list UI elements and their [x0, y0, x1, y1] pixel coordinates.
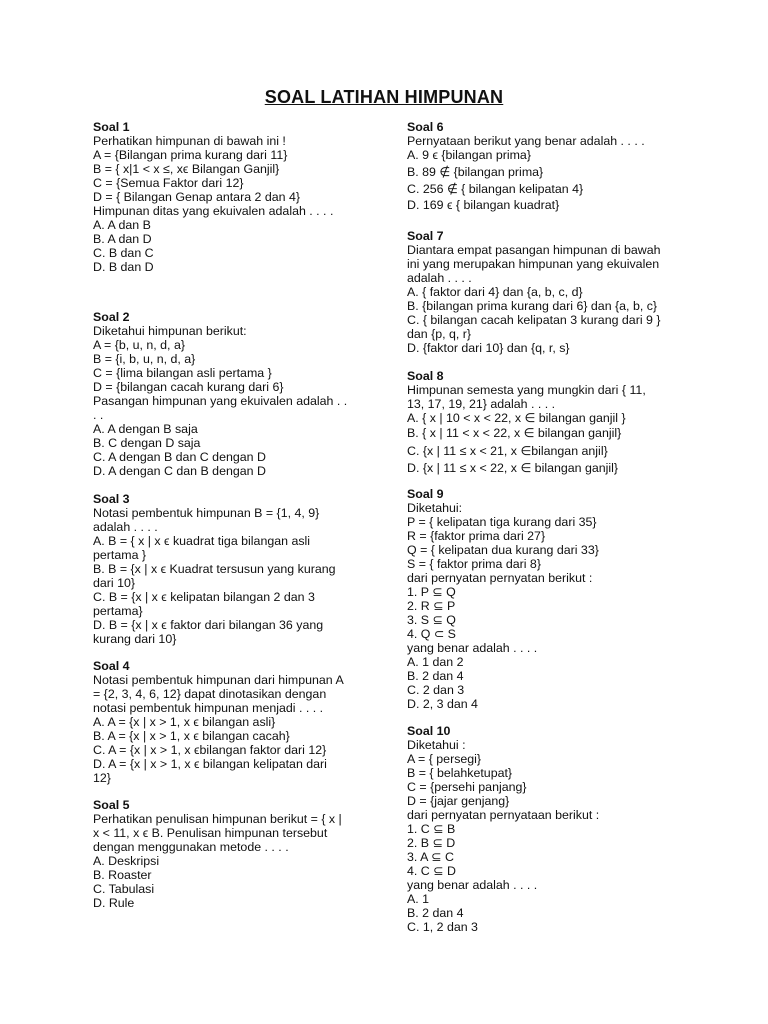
- statement-2: 2. B ⊆ D: [407, 836, 456, 850]
- option-a: A. 1: [407, 892, 430, 906]
- option-d: D. {x | 11 ≤ x < 22, x ∈ bilangan ganjil}: [407, 461, 619, 475]
- question-line: Diketahui himpunan berikut:: [93, 324, 247, 338]
- question-1: [93, 120, 365, 274]
- question-line: adalah . . . .: [407, 271, 472, 285]
- question-line: S = { faktor prima dari 8}: [407, 557, 541, 571]
- question-2: [93, 310, 365, 478]
- option-c: C. B dan C: [93, 246, 154, 260]
- option-a: A. { x | 10 < x < 22, x ∈ bilangan ganjil }: [407, 411, 626, 425]
- question-line: dari pernyatan pernyataan berikut :: [407, 808, 600, 822]
- question-line: Himpunan semesta yang mungkin dari { 11,: [407, 383, 646, 397]
- question-line: B = { belahketupat}: [407, 766, 513, 780]
- question-line: 13, 17, 19, 21} adalah . . . .: [407, 397, 556, 411]
- option-b: B. A dan D: [93, 232, 152, 246]
- question-line: dengan menggunakan metode . . . .: [93, 840, 289, 854]
- question-line: A = { persegi}: [407, 752, 482, 766]
- question-line: = {2, 3, 4, 6, 12} dapat dinotasikan dengan: [93, 687, 327, 701]
- question-heading: Soal 6: [407, 120, 444, 134]
- question-heading: Soal 1: [93, 120, 130, 134]
- question-line: C = {persehi panjang}: [407, 780, 527, 794]
- question-6: [407, 120, 675, 212]
- question-line: Perhatikan himpunan di bawah ini !: [93, 134, 286, 148]
- statement-1: 1. C ⊆ B: [407, 822, 456, 836]
- question-line: D = { Bilangan Genap antara 2 dan 4}: [93, 190, 301, 204]
- option-c: C. 256 ∉ { bilangan kelipatan 4}: [407, 182, 584, 196]
- question-line: Diantara empat pasangan himpunan di bawah: [407, 243, 661, 257]
- question-line: Diketahui:: [407, 501, 463, 515]
- option-d: D. Rule: [93, 896, 135, 910]
- question-line: Notasi pembentuk himpunan B = {1, 4, 9}: [93, 506, 320, 520]
- statement-2: 2. R ⊆ P: [407, 599, 456, 613]
- option-c: C. B = {x | x ϵ kelipatan bilangan 2 dan 3: [93, 590, 315, 604]
- question-3: [93, 492, 365, 646]
- option-d: D. B = {x | x ϵ faktor dari bilangan 36 yang: [93, 618, 324, 632]
- option-c: C. A dengan B dan C dengan D: [93, 450, 266, 464]
- option-c: C. A = {x | x > 1, x ϵbilangan faktor dari 12}: [93, 743, 327, 757]
- option-d: D. {faktor dari 10} dan {q, r, s}: [407, 341, 570, 355]
- option-c-cont: dan {p, q, r}: [407, 327, 472, 341]
- option-b: B. {bilangan prima kurang dari 6} dan {a, b, c}: [407, 299, 658, 313]
- option-b: B. A = {x | x > 1, x ϵ bilangan cacah}: [93, 729, 290, 743]
- option-c: C. { bilangan cacah kelipatan 3 kurang dari 9 }: [407, 313, 661, 327]
- question-line: Pernyataan berikut yang benar adalah . . . .: [407, 134, 645, 148]
- option-a: A. 9 ϵ {bilangan prima}: [407, 148, 531, 162]
- question-line: yang benar adalah . . . .: [407, 641, 538, 655]
- question-line: Himpunan ditas yang ekuivalen adalah . . . .: [93, 204, 334, 218]
- question-line: adalah . . . .: [93, 520, 158, 534]
- option-d: D. 169 ϵ { bilangan kuadrat}: [407, 198, 560, 212]
- question-line: B = {i, b, u, n, d, a}: [93, 352, 196, 366]
- question-line: notasi pembentuk himpunan menjadi . . . .: [93, 701, 324, 715]
- question-line: D = {bilangan cacah kurang dari 6}: [93, 380, 284, 394]
- option-c: C. 2 dan 3: [407, 683, 465, 697]
- question-line: Notasi pembentuk himpunan dari himpunan A: [93, 673, 344, 687]
- question-line: Perhatikan penulisan himpunan berikut = { x |: [93, 812, 342, 826]
- question-line: . .: [93, 408, 104, 422]
- question-heading: Soal 5: [93, 798, 130, 812]
- question-10: [407, 724, 675, 934]
- question-line: C = {lima bilangan asli pertama }: [93, 366, 272, 380]
- option-a: A. A dengan B saja: [93, 422, 198, 436]
- option-b-cont: dari 10}: [93, 576, 136, 590]
- option-b: B. Roaster: [93, 868, 152, 882]
- option-a: A. A = {x | x > 1, x ϵ bilangan asli}: [93, 715, 276, 729]
- option-c-cont: pertama}: [93, 604, 143, 618]
- question-heading: Soal 2: [93, 310, 130, 324]
- statement-3: 3. A ⊆ C: [407, 850, 454, 864]
- option-b: B. 89 ∉ {bilangan prima}: [407, 165, 544, 179]
- option-a: A. { faktor dari 4} dan {a, b, c, d}: [407, 285, 583, 299]
- option-d: D. A = {x | x > 1, x ϵ bilangan kelipatan dari: [93, 757, 327, 771]
- option-b: B. C dengan D saja: [93, 436, 201, 450]
- option-d-cont: 12}: [93, 771, 111, 785]
- option-b: B. 2 dan 4: [407, 906, 464, 920]
- option-d: D. 2, 3 dan 4: [407, 697, 478, 711]
- question-7: [407, 229, 675, 355]
- question-line: B = { x|1 < x ≤, xϵ Bilangan Ganjil}: [93, 162, 280, 176]
- question-line: x < 11, x ϵ B. Penulisan himpunan tersebut: [93, 826, 328, 840]
- question-heading: Soal 7: [407, 229, 444, 243]
- option-c: C. {x | 11 ≤ x < 21, x ∈bilangan anjil}: [407, 444, 608, 458]
- question-line: R = {faktor prima dari 27}: [407, 529, 546, 543]
- option-d: D. B dan D: [93, 260, 154, 274]
- question-heading: Soal 4: [93, 659, 130, 673]
- option-b: B. 2 dan 4: [407, 669, 464, 683]
- option-c: C. 1, 2 dan 3: [407, 920, 478, 934]
- option-b: B. B = {x | x ϵ Kuadrat tersusun yang kurang: [93, 562, 336, 576]
- option-a: A. A dan B: [93, 218, 151, 232]
- question-5: [93, 798, 365, 910]
- question-line: Pasangan himpunan yang ekuivalen adalah . .: [93, 394, 348, 408]
- question-heading: Soal 8: [407, 369, 444, 383]
- question-line: P = { kelipatan tiga kurang dari 35}: [407, 515, 597, 529]
- option-d: D. A dengan C dan B dengan D: [93, 464, 266, 478]
- question-8: [407, 369, 675, 475]
- question-heading: Soal 3: [93, 492, 130, 506]
- option-a: A. Deskripsi: [93, 854, 160, 868]
- option-c: C. Tabulasi: [93, 882, 155, 896]
- option-a: A. 1 dan 2: [407, 655, 464, 669]
- question-heading: Soal 9: [407, 487, 444, 501]
- option-a-cont: pertama }: [93, 548, 147, 562]
- question-9: [407, 487, 675, 711]
- question-line: C = {Semua Faktor dari 12}: [93, 176, 244, 190]
- question-line: ini yang merupakan himpunan yang ekuivalen: [407, 257, 660, 271]
- question-line: Q = { kelipatan dua kurang dari 33}: [407, 543, 599, 557]
- page-title: SOAL LATIHAN HIMPUNAN: [264, 87, 504, 107]
- statement-4: 4. Q ⊂ S: [407, 627, 456, 641]
- question-heading: Soal 10: [407, 724, 451, 738]
- question-line: D = {jajar genjang}: [407, 794, 510, 808]
- question-line: A = {Bilangan prima kurang dari 11}: [93, 148, 288, 162]
- option-b: B. { x | 11 < x < 22, x ∈ bilangan ganjil}: [407, 426, 622, 440]
- question-line: Diketahui :: [407, 738, 466, 752]
- option-d-cont: kurang dari 10}: [93, 632, 177, 646]
- statement-1: 1. P ⊆ Q: [407, 585, 456, 599]
- statement-4: 4. C ⊆ D: [407, 864, 456, 878]
- statement-3: 3. S ⊆ Q: [407, 613, 456, 627]
- option-a: A. B = { x | x ϵ kuadrat tiga bilangan asli: [93, 534, 311, 548]
- question-line: yang benar adalah . . . .: [407, 878, 538, 892]
- question-4: [93, 659, 365, 785]
- question-line: A = {b, u, n, d, a}: [93, 338, 185, 352]
- question-line: dari pernyatan pernyatan berikut :: [407, 571, 593, 585]
